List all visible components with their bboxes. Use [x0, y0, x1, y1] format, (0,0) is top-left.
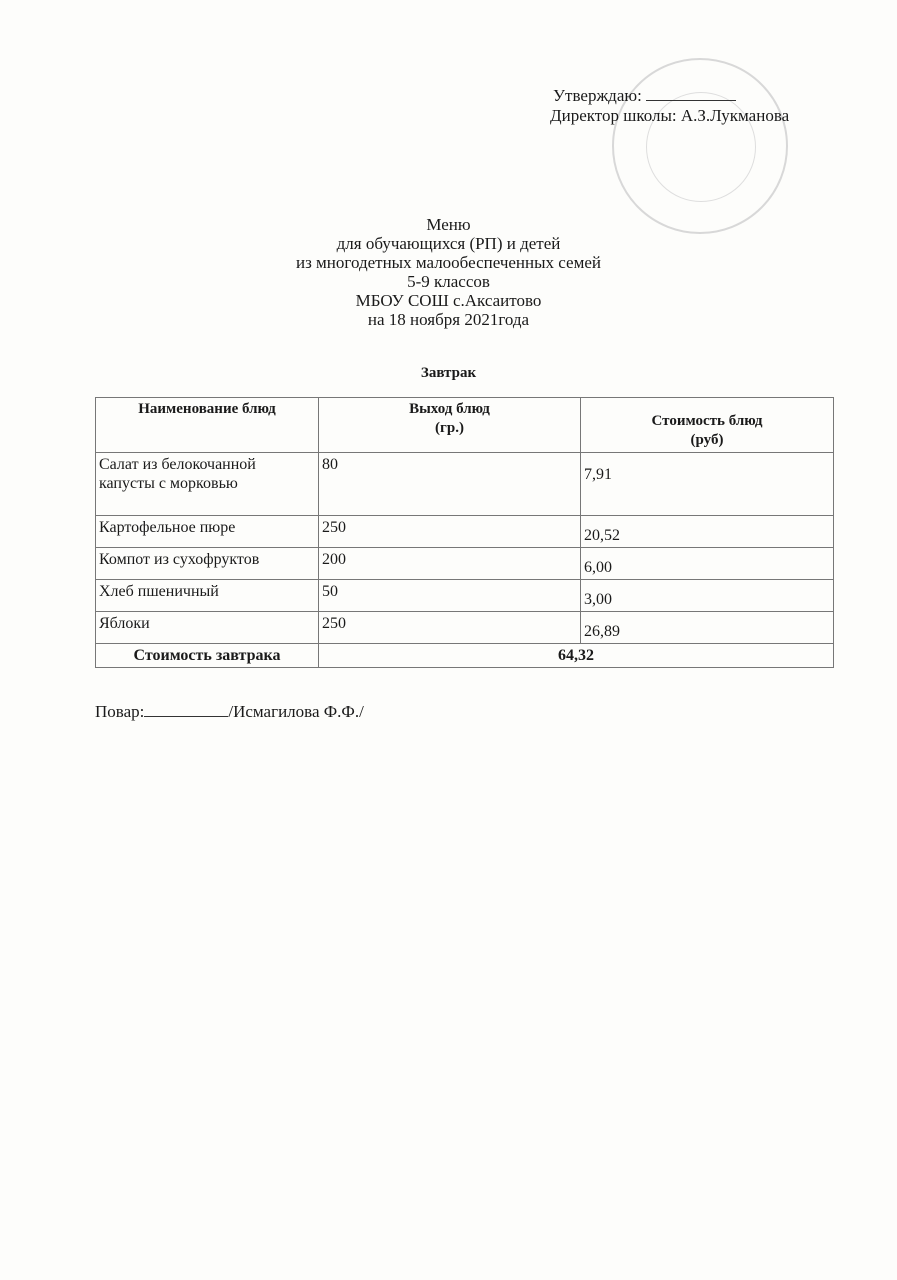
dish-cost: 20,52: [581, 516, 834, 548]
table-row: [96, 580, 834, 612]
dish-weight: 80: [319, 453, 581, 516]
approval-block: [550, 86, 790, 126]
table-row: [96, 516, 834, 548]
dish-weight: 200: [319, 548, 581, 580]
signature-line: [144, 702, 228, 717]
menu-table: [95, 397, 834, 668]
cook-label: Повар:: [95, 702, 145, 721]
dish-name: Компот из сухофруктов: [96, 548, 319, 580]
dish-name: Хлеб пшеничный: [96, 580, 319, 612]
title-line: на 18 ноября 2021года: [367, 310, 530, 329]
table-row: [96, 453, 834, 516]
total-row: [96, 644, 834, 668]
dish-cost: 3,00: [581, 580, 834, 612]
table-row: [96, 612, 834, 644]
signature-line: [646, 86, 736, 101]
director-name: Директор школы: А.З.Лукманова: [550, 106, 790, 125]
title-line: из многодетных малообеспеченных семей: [295, 253, 601, 272]
title-line: МБОУ СОШ с.Аксаитово: [355, 291, 542, 310]
dish-name: Картофельное пюре: [96, 516, 319, 548]
dish-cost: 6,00: [581, 548, 834, 580]
dish-weight: 50: [319, 580, 581, 612]
document-title: [0, 215, 897, 329]
cook-name: /Исмагилова Ф.Ф./: [228, 702, 364, 721]
table-header: [96, 398, 834, 453]
section-title: Завтрак: [420, 365, 477, 381]
school-stamp: [612, 58, 788, 234]
cook-signature-block: [95, 702, 364, 722]
dish-cost: 7,91: [581, 453, 834, 516]
table-row: [96, 548, 834, 580]
header-name: Наименование блюд: [96, 398, 319, 453]
total-value: 64,32: [319, 644, 834, 668]
dish-cost: 26,89: [581, 612, 834, 644]
dish-name: Салат из белокочанной капусты с морковью: [96, 453, 319, 516]
dish-name: Яблоки: [96, 612, 319, 644]
dish-weight: 250: [319, 612, 581, 644]
approval-label: Утверждаю:: [553, 86, 642, 105]
title-line: Меню: [426, 215, 471, 234]
dish-weight: 250: [319, 516, 581, 548]
header-weight: Выход блюд (гр.): [319, 398, 581, 453]
title-line: 5-9 классов: [407, 272, 490, 291]
title-line: для обучающихся (РП) и детей: [336, 234, 561, 253]
total-label: Стоимость завтрака: [96, 644, 319, 668]
header-cost: Стоимость блюд (руб): [581, 398, 834, 453]
